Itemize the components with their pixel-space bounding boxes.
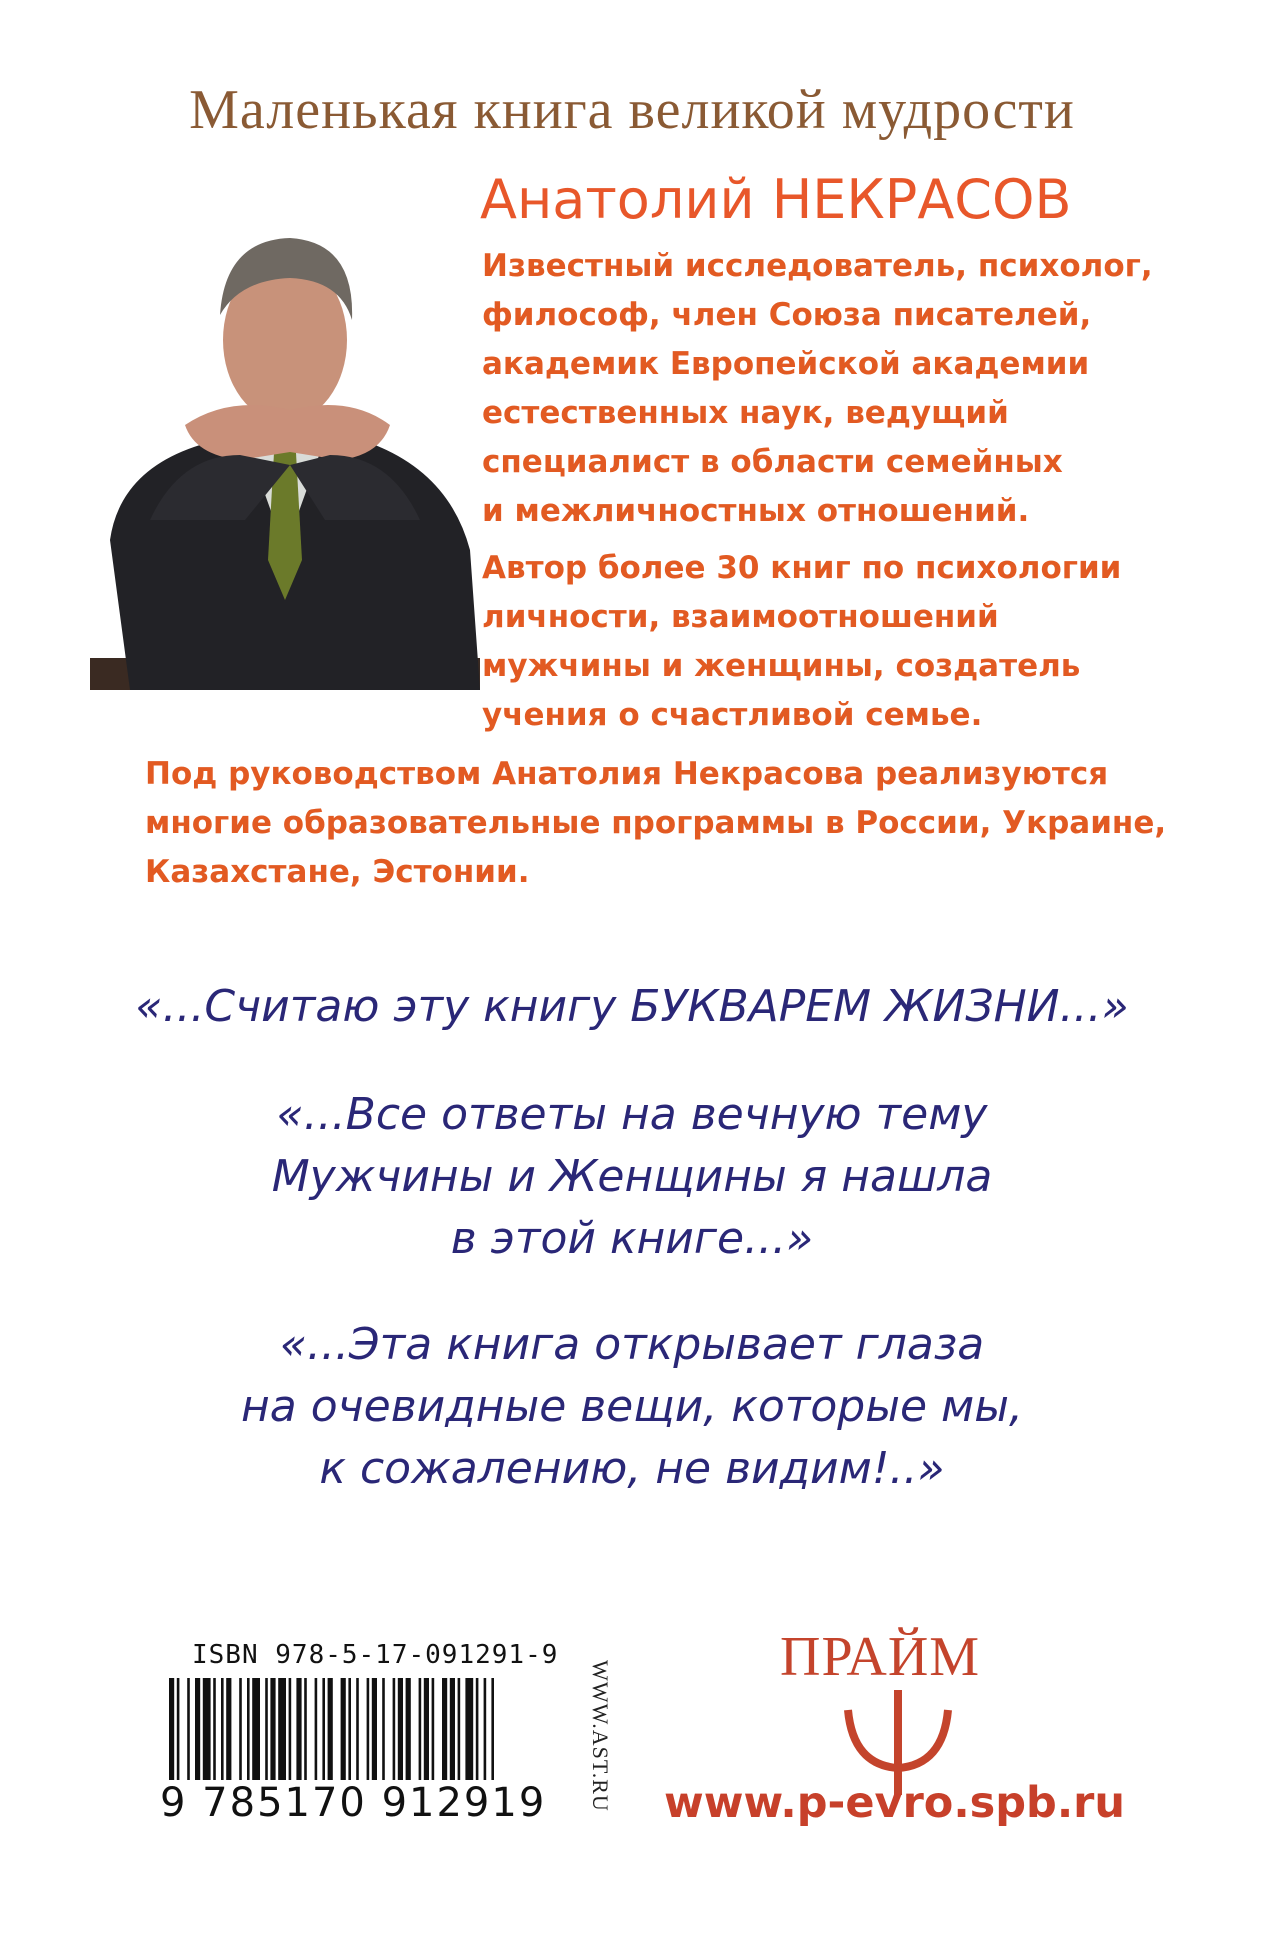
quote-2: [0, 1084, 1264, 1270]
barcode-digits: 9 785170 912919: [160, 1780, 547, 1826]
quote-line: Мужчины и Женщины я нашла: [271, 1151, 993, 1202]
bio-line: академик Европейской академии: [482, 346, 1090, 382]
author-photo: [90, 220, 480, 690]
program-line: Под руководством Анатолия Некрасова реализуются: [145, 756, 1109, 792]
bio-line: личности, взаимоотношений: [482, 599, 999, 635]
ast-url: WWW.AST.RU: [588, 1660, 613, 1812]
quote-1: [0, 976, 1264, 1038]
quote-3: [0, 1314, 1264, 1500]
bio-line: естественных наук, ведущий: [482, 395, 1009, 431]
author-name: Анатолий НЕКРАСОВ: [480, 168, 1072, 231]
program-line: многие образовательные программы в России, Украине,: [145, 805, 1167, 841]
isbn-text: ISBN 978-5-17-091291-9: [192, 1640, 559, 1670]
series-title: Маленькая книга великой мудрости: [189, 79, 1075, 141]
quote-line: на очевидные вещи, которые мы,: [241, 1381, 1023, 1432]
bio-line: философ, член Союза писателей,: [482, 297, 1092, 333]
quote-line: в этой книге...»: [450, 1213, 814, 1264]
bio-line: Известный исследователь, психолог,: [482, 248, 1153, 284]
publisher-name: ПРАЙМ: [780, 1626, 981, 1688]
bio-line: и межличностных отношений.: [482, 493, 1030, 529]
publisher-url: www.p-evro.spb.ru: [664, 1778, 1125, 1828]
program-line: Казахстане, Эстонии.: [145, 854, 530, 890]
bio-line: учения о счастливой семье.: [482, 697, 983, 733]
bio-line: Автор более 30 книг по психологии: [482, 550, 1122, 586]
bio-line: мужчины и женщины, создатель: [482, 648, 1081, 684]
quote-line: «...Все ответы на вечную тему: [276, 1089, 988, 1140]
quote-line: «...Эта книга открывает глаза: [279, 1319, 985, 1370]
quote-line: к сожалению, не видим!..»: [319, 1443, 945, 1494]
bio-line: специалист в области семейных: [482, 444, 1063, 480]
quote-line: «...Считаю эту книгу БУКВАРЕМ ЖИЗНИ...»: [135, 981, 1129, 1032]
